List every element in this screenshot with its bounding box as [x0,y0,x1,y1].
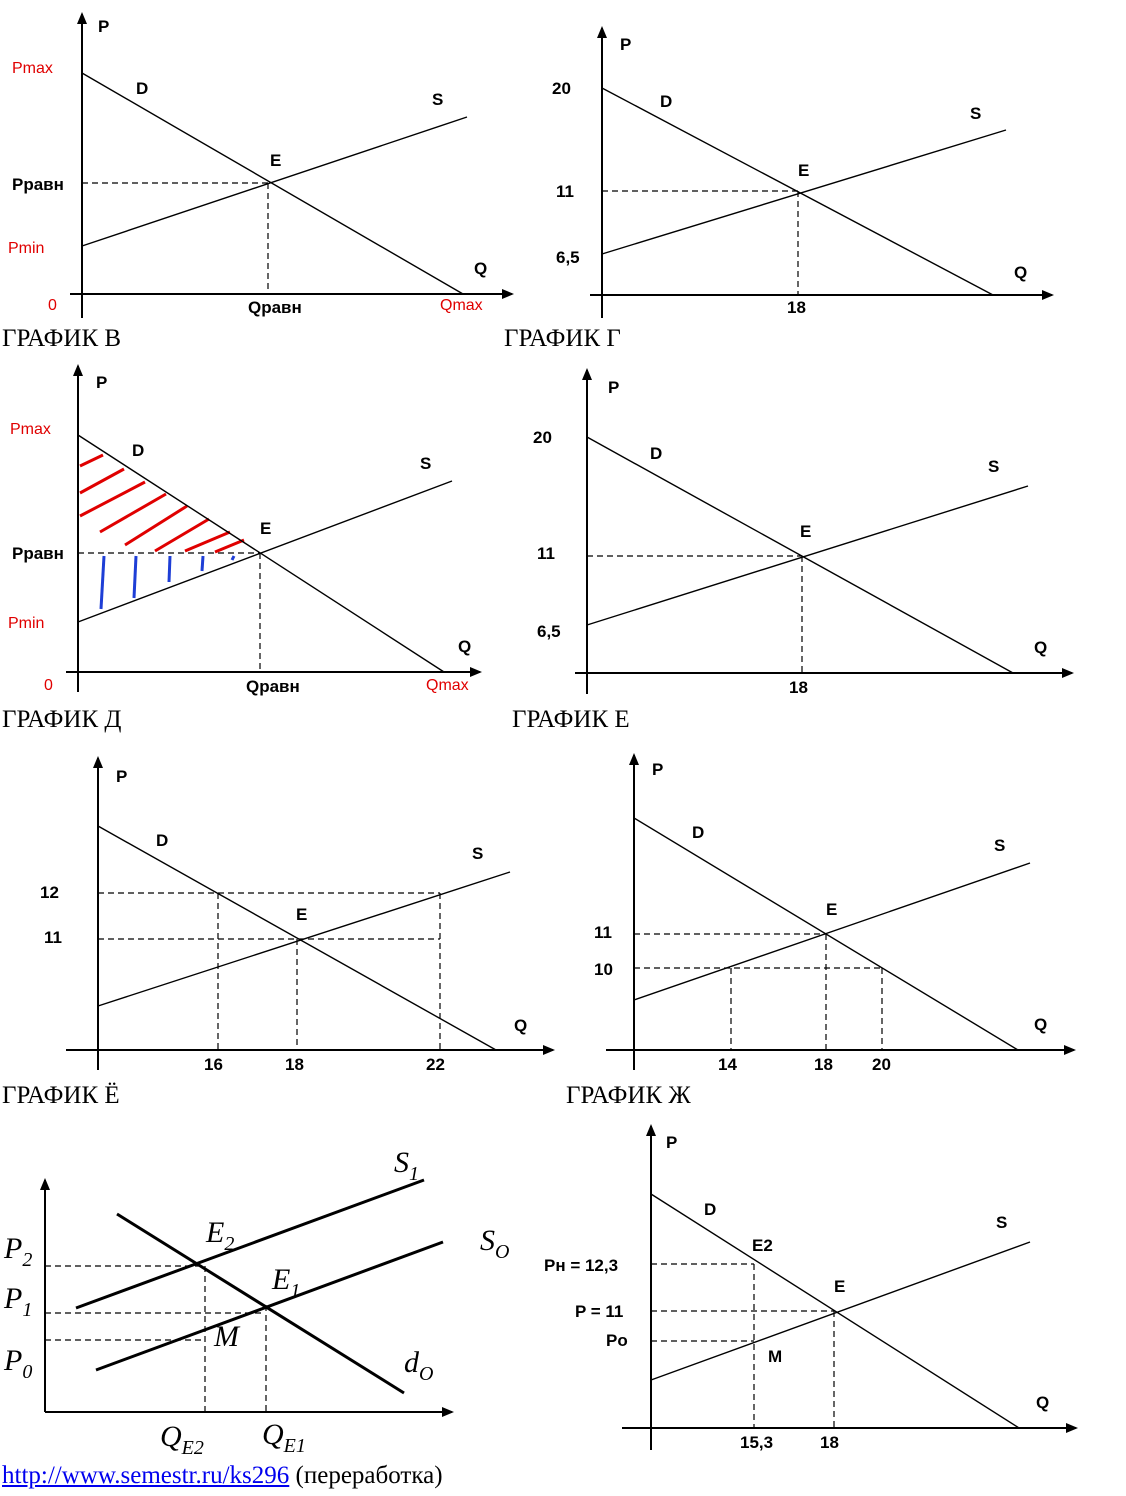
p1-label: $P_1$ [4,1282,33,1321]
q-label: Q [458,637,472,656]
s-label: S [970,104,982,123]
d-label: D [132,441,145,460]
d0-label: $d_O$ [404,1346,434,1385]
caption-graph-zh: ГРАФИК Ж [566,1082,691,1109]
y-11-label: 11 [537,544,555,563]
supply-line [602,130,1006,254]
d-label: D [136,79,149,98]
supply-line [651,1242,1030,1380]
source-link[interactable]: http://www.semestr.ru/ks296 [2,1462,290,1489]
graph-e [533,370,1072,697]
s-label: S [996,1213,1008,1232]
consumer-surplus-hatch [80,455,244,552]
q-label: Q [474,259,488,278]
y-10-label: 10 [594,960,613,979]
e-label: E [826,900,838,919]
d-label: D [156,831,169,850]
e-label: E [800,522,812,541]
zero-label: 0 [44,677,53,694]
s-label: S [994,836,1006,855]
x-18-label: 18 [285,1055,304,1074]
supply-line [78,481,452,622]
e-label: E [834,1277,846,1296]
qeq-label: Qравн [246,677,300,696]
demand-line [82,73,463,294]
caption-graph-g: ГРАФИК Г [504,325,621,352]
y-11-label: 11 [556,182,574,201]
s-label: S [420,454,432,473]
x-18-label: 18 [814,1055,833,1074]
pmin-label: Pmin [8,615,45,632]
pmax-label: Pmax [12,60,53,77]
p-label: P [666,1133,678,1152]
y-20-label: 20 [533,428,552,447]
zero-label: 0 [48,297,57,314]
y-20-label: 20 [552,79,571,98]
e-label: E [798,161,810,180]
supply-line [587,486,1028,625]
x-18-label: 18 [789,678,808,697]
po-label: Pо [606,1331,628,1350]
pn-label: Pн = 12,3 [544,1256,619,1275]
demand-line [98,826,496,1050]
e-label: E [270,151,282,170]
q-label: Q [514,1016,528,1035]
x-18-label: 18 [820,1433,839,1452]
s0-label: $S_O$ [480,1224,510,1263]
qeq-label: Qравн [248,298,302,317]
q-label: Q [1034,638,1048,657]
p2-label: $P_2$ [4,1232,33,1271]
q-label: Q [1034,1015,1048,1034]
s-label: S [988,457,1000,476]
d-label: D [650,444,663,463]
y-11-label: 11 [44,928,62,947]
e-label: E [296,905,308,924]
pmax-label: Pmax [10,421,51,438]
y-65-label: 6,5 [537,622,561,641]
caption-graph-e: ГРАФИК Е [512,706,630,733]
e2-label: E2 [752,1236,773,1255]
y-11-label: 11 [594,923,612,942]
source-line [2,1462,443,1490]
peq-label: Pравн [12,544,64,563]
y-12-label: 12 [40,883,59,902]
qe1-label: $Q_{E1}$ [262,1418,306,1457]
peq-label: Pравн [12,175,64,194]
x-14-label: 14 [718,1055,737,1074]
e1-label: $E_1$ [272,1263,301,1302]
qmax-label: Qmax [426,677,469,694]
x-153-label: 15,3 [740,1433,774,1452]
p11-label: P = 11 [575,1302,624,1321]
source-note: (переработка) [289,1462,443,1489]
q-label: Q [1036,1393,1050,1412]
e2-label: $E_2$ [206,1216,235,1255]
demand-line [587,437,1013,673]
caption-graph-d: ГРАФИК Д [2,706,122,733]
graph-tax-numeric [544,1126,1076,1452]
graph-g [552,28,1052,318]
p-label: P [116,767,128,786]
d-label: D [692,823,705,842]
p0-label: $P_0$ [4,1344,33,1383]
qmax-label: Qmax [440,297,483,314]
s1-label: $S_1$ [394,1146,419,1185]
p-label: P [96,373,108,392]
m-label: M [768,1347,783,1366]
x-20-label: 20 [872,1055,891,1074]
producer-surplus-hatch [101,556,234,609]
p-label: P [608,378,620,397]
graph-tax [3,1146,509,1459]
pmin-label: Pmin [8,240,45,257]
p-label: P [98,17,110,36]
supply-line [82,117,467,246]
m-label: M [214,1320,239,1353]
x-16-label: 16 [204,1055,223,1074]
e-label: E [260,519,272,538]
qe2-label: $Q_{E2}$ [160,1420,204,1459]
x-22-label: 22 [426,1055,445,1074]
graph-v [8,14,512,318]
caption-graph-v: ГРАФИК В [2,325,122,352]
s-label: S [472,844,484,863]
supply-s0-line [96,1242,443,1370]
graph-zh [594,755,1074,1074]
x-18-label: 18 [787,298,806,317]
d-label: D [660,92,673,111]
supply-line [634,863,1030,1000]
graph-d [8,366,480,696]
p-label: P [620,35,632,54]
y-65-label: 6,5 [556,248,580,267]
s-label: S [432,90,444,109]
graph-yo [40,758,553,1074]
p-label: P [652,760,664,779]
d-label: D [704,1200,717,1219]
caption-graph-yo: ГРАФИК Ё [2,1082,120,1109]
supply-s1-line [76,1180,424,1308]
q-label: Q [1014,263,1028,282]
